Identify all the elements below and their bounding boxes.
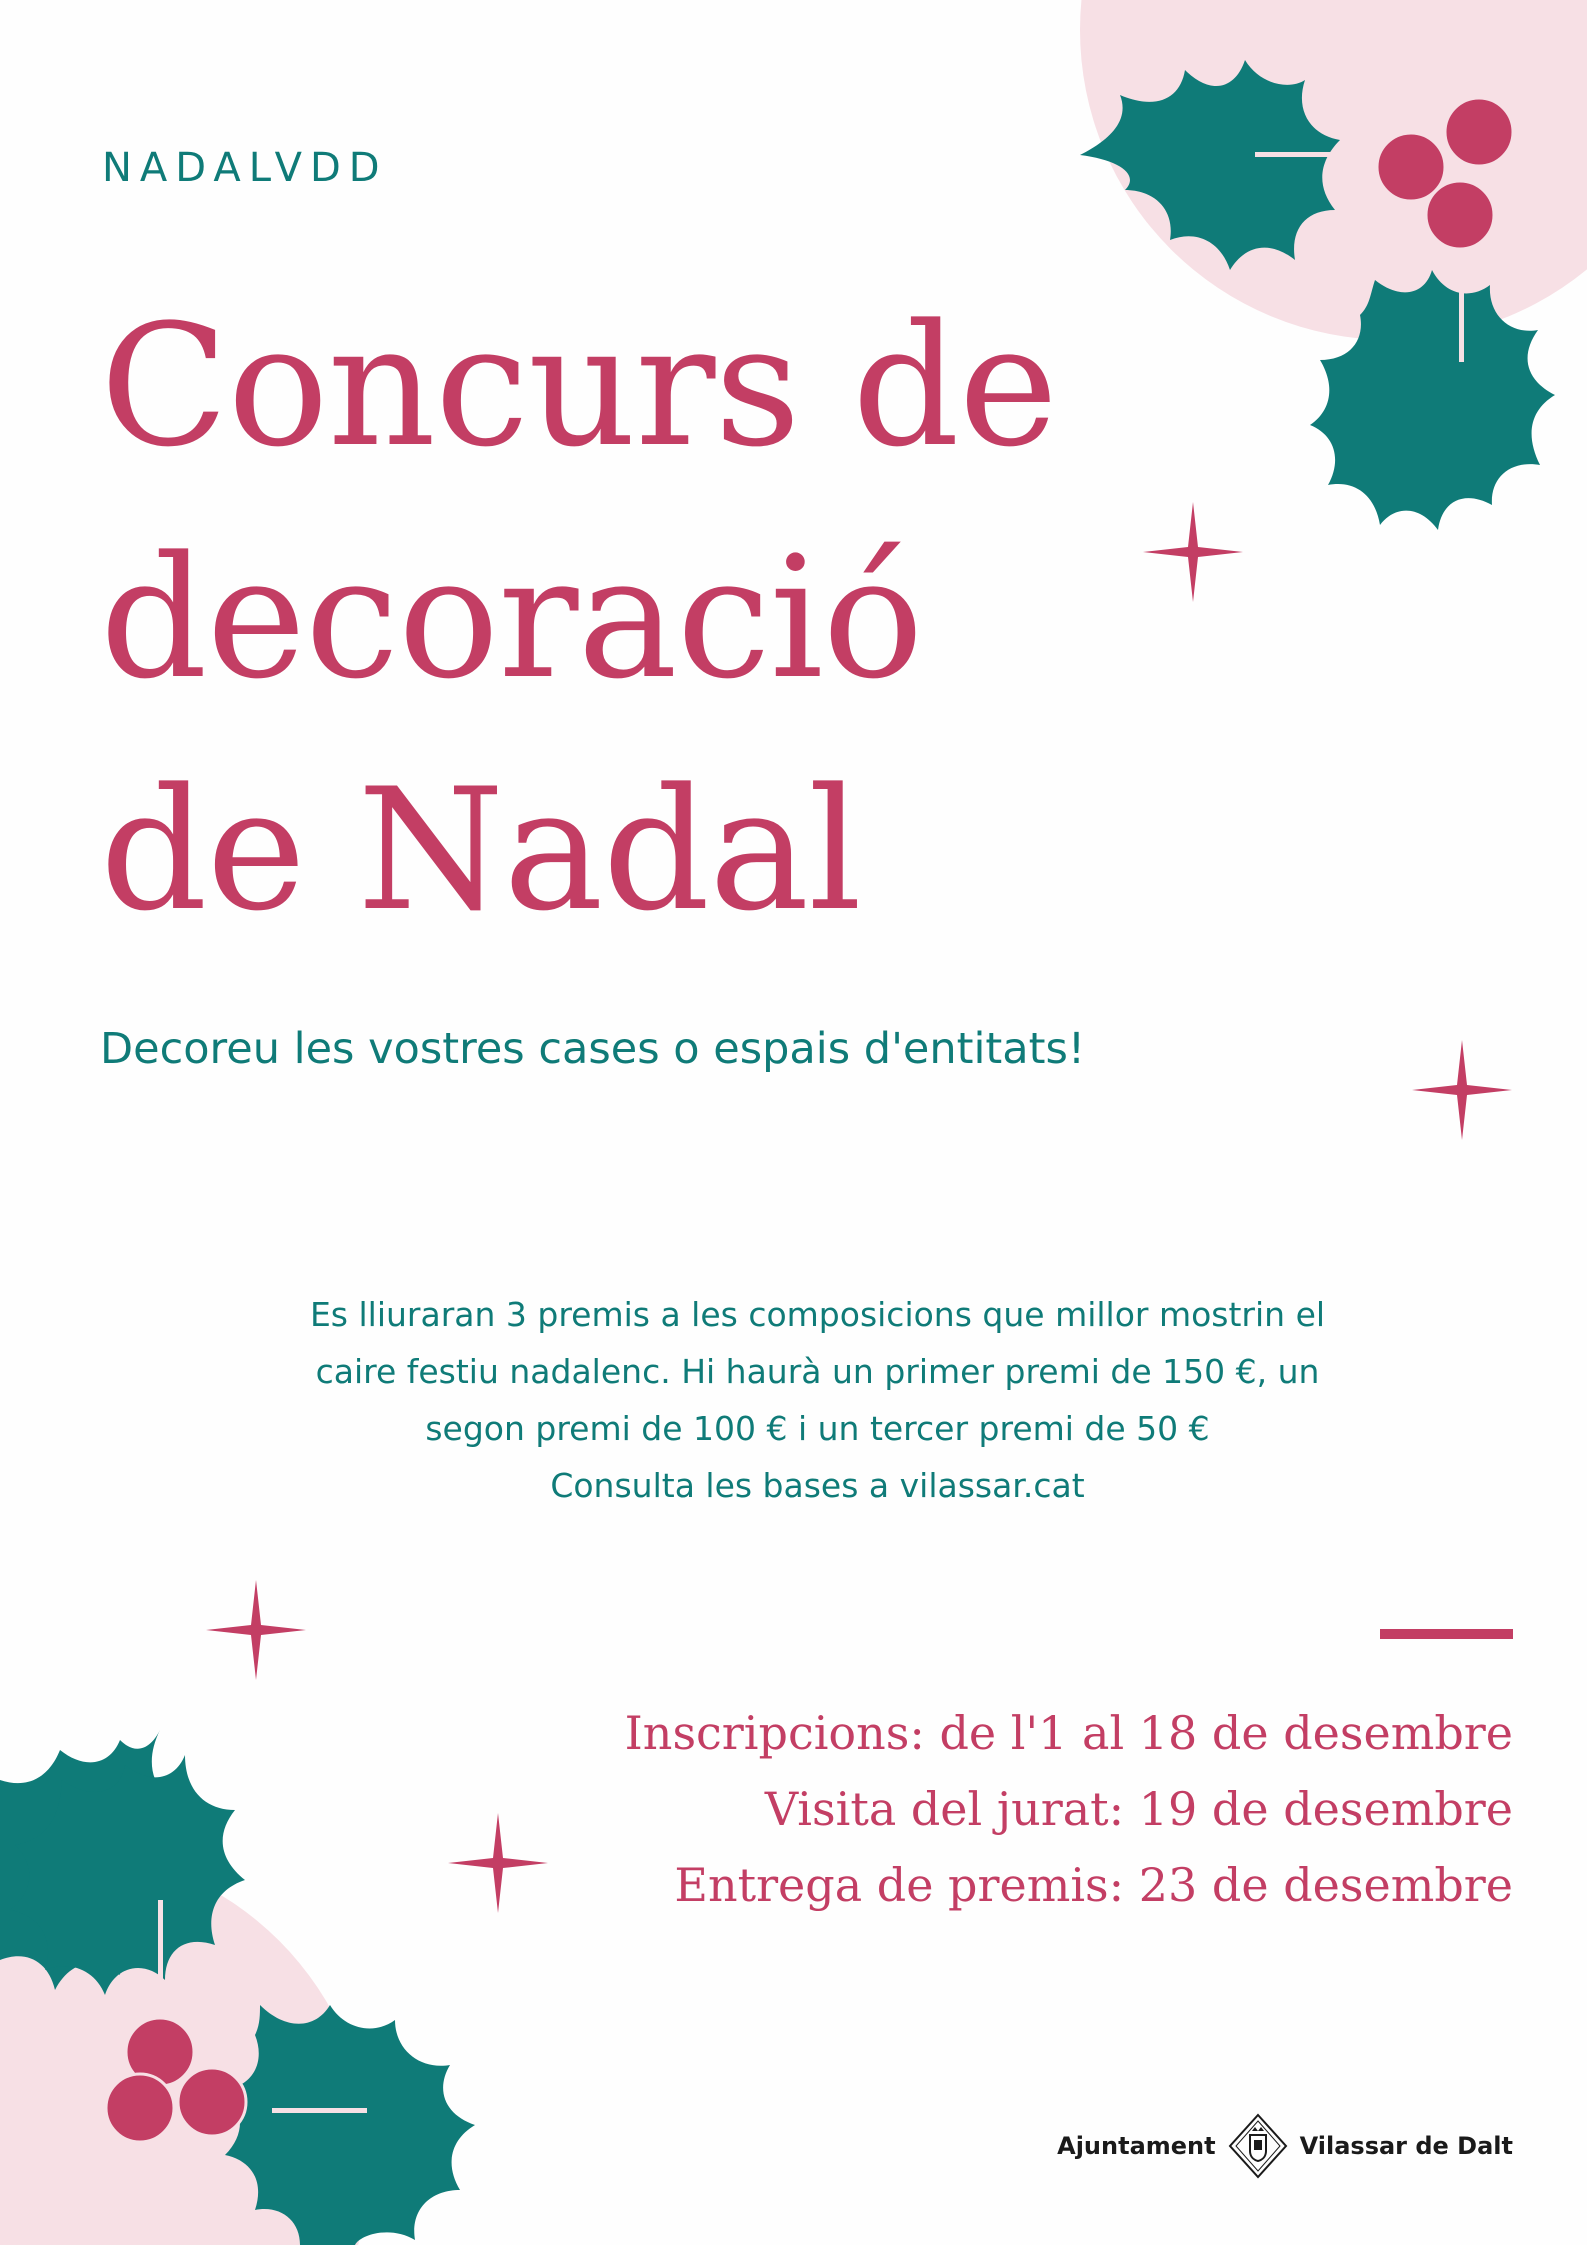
body-line: caire festiu nadalenc. Hi haurà un primer premi de 150 €, un [315, 1352, 1320, 1391]
logo-text-left: Ajuntament [1057, 2132, 1216, 2160]
date-line: Inscripcions: de l'1 al 18 de desembre [624, 1706, 1513, 1760]
body-line: Consulta les bases a vilassar.cat [550, 1466, 1085, 1505]
coat-of-arms-icon [1228, 2113, 1288, 2179]
title-line: Concurs de [100, 288, 1058, 484]
hashtag-label: NADALVDD [102, 145, 388, 191]
sparkle-icon [448, 1813, 548, 1913]
ajuntament-logo [1057, 2112, 1513, 2180]
dates-list [625, 1695, 1513, 1923]
divider-bar [1380, 1629, 1513, 1639]
poster-title [100, 270, 1160, 966]
sparkle-icon [206, 1580, 306, 1680]
logo-text-right: Vilassar de Dalt [1299, 2132, 1513, 2160]
date-line: Visita del jurat: 19 de desembre [764, 1782, 1513, 1836]
sparkle-icon [1412, 1040, 1512, 1140]
holly-decoration-bottom-left-icon [0, 1720, 560, 2245]
title-line: de Nadal [100, 752, 861, 948]
body-line: Es lliuraran 3 premis a les composicions que millor mostrin el [309, 1295, 1326, 1334]
body-line: segon premi de 100 € i un tercer premi de 50 € [425, 1409, 1210, 1448]
subtitle: Decoreu les vostres cases o espais d'entitats! [100, 1024, 1086, 1074]
date-line: Entrega de premis: 23 de desembre [674, 1858, 1513, 1912]
prize-description [270, 1286, 1365, 1514]
title-line: decoració [100, 520, 923, 716]
